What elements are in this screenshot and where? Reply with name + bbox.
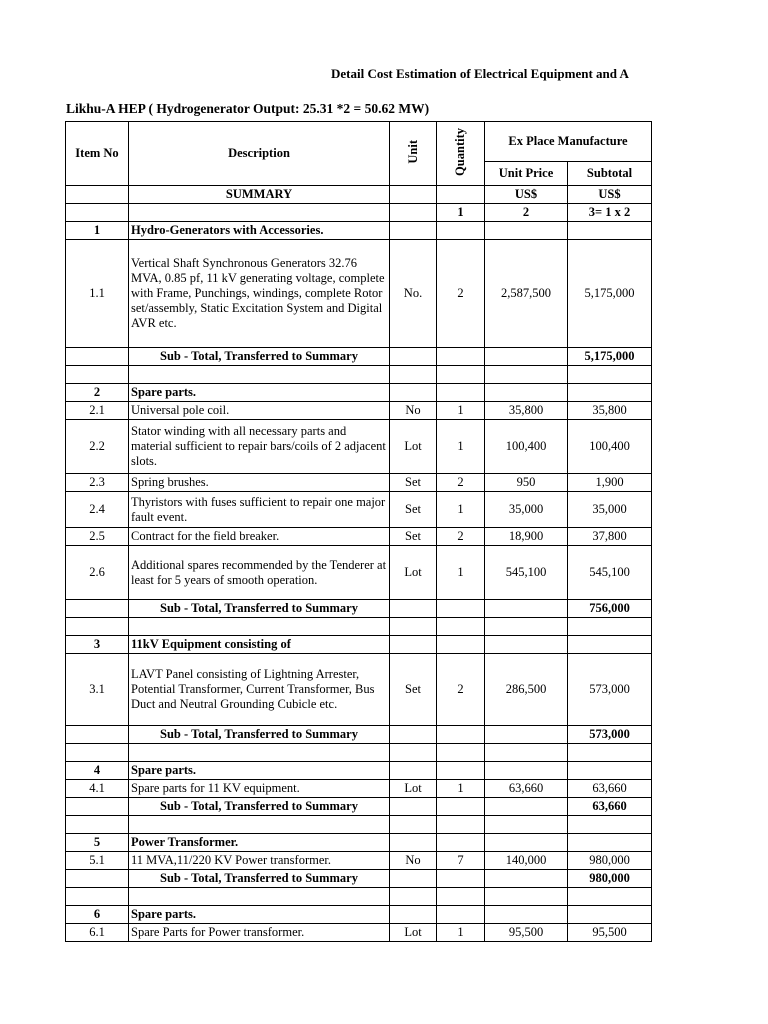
item-unit-price: 18,900 <box>485 528 568 546</box>
item-unit: Lot <box>390 780 437 798</box>
table-row-item <box>66 546 652 600</box>
item-subtotal: 980,000 <box>568 852 652 870</box>
summary-currency-subtotal: US$ <box>568 186 652 204</box>
item-unit-price: 95,500 <box>485 924 568 942</box>
item-subtotal: 35,000 <box>568 492 652 528</box>
item-no: 4.1 <box>66 780 129 798</box>
item-unit: Set <box>390 474 437 492</box>
item-subtotal: 573,000 <box>568 654 652 726</box>
item-subtotal: 5,175,000 <box>568 240 652 348</box>
table-row-item <box>66 492 652 528</box>
item-quantity: 2 <box>437 474 485 492</box>
item-no: 1 <box>66 222 129 240</box>
table-row-section <box>66 834 652 852</box>
item-description: Thyristors with fuses sufficient to repair one major fault event. <box>129 492 390 528</box>
item-unit-price: 950 <box>485 474 568 492</box>
subtotal-value: 980,000 <box>568 870 652 888</box>
section-title: Hydro-Generators with Accessories. <box>129 222 390 240</box>
item-unit: Set <box>390 654 437 726</box>
item-no: 2 <box>66 384 129 402</box>
item-unit-price: 545,100 <box>485 546 568 600</box>
item-description: 11 MVA,11/220 KV Power transformer. <box>129 852 390 870</box>
project-title: Likhu-A HEP ( Hydrogenerator Output: 25.31 *2 = 50.62 MW) <box>66 101 430 116</box>
table-row-subtotal <box>66 870 652 888</box>
item-subtotal: 1,900 <box>568 474 652 492</box>
item-no: 5.1 <box>66 852 129 870</box>
item-unit-price: 100,400 <box>485 420 568 474</box>
table-row-section <box>66 762 652 780</box>
section-title: Spare parts. <box>129 384 390 402</box>
item-unit: No. <box>390 240 437 348</box>
item-no: 2.3 <box>66 474 129 492</box>
section-title: 11kV Equipment consisting of <box>129 636 390 654</box>
item-description: Spring brushes. <box>129 474 390 492</box>
item-no: 2.5 <box>66 528 129 546</box>
item-quantity: 1 <box>437 492 485 528</box>
index-subtotal: 3= 1 x 2 <box>568 204 652 222</box>
item-quantity: 2 <box>437 240 485 348</box>
item-subtotal: 35,800 <box>568 402 652 420</box>
item-unit: Lot <box>390 420 437 474</box>
index-qty: 1 <box>437 204 485 222</box>
item-unit: Lot <box>390 546 437 600</box>
section-title: Spare parts. <box>129 906 390 924</box>
item-no: 6 <box>66 906 129 924</box>
table-row-item <box>66 474 652 492</box>
item-unit-price: 286,500 <box>485 654 568 726</box>
item-no: 3 <box>66 636 129 654</box>
summary-currency-unit-price: US$ <box>485 186 568 204</box>
item-subtotal: 100,400 <box>568 420 652 474</box>
cost-table <box>65 121 652 942</box>
table-row-subtotal <box>66 798 652 816</box>
item-description: Spare Parts for Power transformer. <box>129 924 390 942</box>
table-row-section <box>66 636 652 654</box>
item-description: Spare parts for 11 KV equipment. <box>129 780 390 798</box>
item-unit: No <box>390 402 437 420</box>
table-row-blank <box>66 366 652 384</box>
item-unit: No <box>390 852 437 870</box>
item-quantity: 1 <box>437 546 485 600</box>
document-title: Detail Cost Estimation of Electrical Equipment and A <box>331 66 629 81</box>
item-description: Universal pole coil. <box>129 402 390 420</box>
table-row-item <box>66 420 652 474</box>
item-unit: Set <box>390 492 437 528</box>
item-subtotal: 545,100 <box>568 546 652 600</box>
item-no: 3.1 <box>66 654 129 726</box>
table-row-item <box>66 654 652 726</box>
subtotal-label: Sub - Total, Transferred to Summary <box>129 348 390 366</box>
table-row-subtotal <box>66 348 652 366</box>
header-unit-price: Unit Price <box>485 162 568 186</box>
item-unit: Lot <box>390 924 437 942</box>
subtotal-label: Sub - Total, Transferred to Summary <box>129 726 390 744</box>
item-no: 4 <box>66 762 129 780</box>
item-no: 5 <box>66 834 129 852</box>
header-unit: Unit <box>390 122 437 186</box>
subtotal-value: 5,175,000 <box>568 348 652 366</box>
item-quantity: 1 <box>437 420 485 474</box>
item-no: 2.1 <box>66 402 129 420</box>
item-subtotal: 37,800 <box>568 528 652 546</box>
item-quantity: 7 <box>437 852 485 870</box>
table-row-item <box>66 240 652 348</box>
table-row-subtotal <box>66 600 652 618</box>
item-quantity: 2 <box>437 654 485 726</box>
item-unit-price: 2,587,500 <box>485 240 568 348</box>
item-unit-price: 140,000 <box>485 852 568 870</box>
subtotal-value: 756,000 <box>568 600 652 618</box>
subtotal-value: 63,660 <box>568 798 652 816</box>
item-unit-price: 35,000 <box>485 492 568 528</box>
table-row-item <box>66 780 652 798</box>
subtotal-value: 573,000 <box>568 726 652 744</box>
subtotal-label: Sub - Total, Transferred to Summary <box>129 798 390 816</box>
table-row-blank <box>66 888 652 906</box>
item-quantity: 1 <box>437 924 485 942</box>
subtotal-label: Sub - Total, Transferred to Summary <box>129 870 390 888</box>
index-unit-price: 2 <box>485 204 568 222</box>
item-unit-price: 63,660 <box>485 780 568 798</box>
table-row-item <box>66 852 652 870</box>
item-no: 2.4 <box>66 492 129 528</box>
table-row-item <box>66 402 652 420</box>
header-item-no: Item No <box>66 122 129 186</box>
item-unit: Set <box>390 528 437 546</box>
table-row-blank <box>66 816 652 834</box>
item-no: 2.6 <box>66 546 129 600</box>
table-row-section <box>66 384 652 402</box>
header-ex-place: Ex Place Manufacture <box>485 122 652 162</box>
item-subtotal: 63,660 <box>568 780 652 798</box>
header-quantity: Quantity <box>437 122 485 186</box>
table-row-blank <box>66 618 652 636</box>
item-subtotal: 95,500 <box>568 924 652 942</box>
table-row-item <box>66 924 652 942</box>
item-quantity: 2 <box>437 528 485 546</box>
item-unit-price: 35,800 <box>485 402 568 420</box>
item-description: Contract for the field breaker. <box>129 528 390 546</box>
item-quantity: 1 <box>437 402 485 420</box>
section-title: Spare parts. <box>129 762 390 780</box>
header-subtotal: Subtotal <box>568 162 652 186</box>
subtotal-label: Sub - Total, Transferred to Summary <box>129 600 390 618</box>
table-row-blank <box>66 744 652 762</box>
table-row-section <box>66 906 652 924</box>
item-description: Stator winding with all necessary parts and material sufficient to repair bars/coils of 2 adjacent slots. <box>129 420 390 474</box>
item-quantity: 1 <box>437 780 485 798</box>
summary-label: SUMMARY <box>129 186 390 204</box>
item-description: Vertical Shaft Synchronous Generators 32.76 MVA, 0.85 pf, 11 kV generating voltage, complete with Frame, Punchings, windings, complete Rotor set/assembly, Static Excitation System and Digital AVR etc. <box>129 240 390 348</box>
header-description: Description <box>129 122 390 186</box>
table-row-subtotal <box>66 726 652 744</box>
item-no: 2.2 <box>66 420 129 474</box>
item-description: LAVT Panel consisting of Lightning Arrester, Potential Transformer, Current Transformer, Bus Duct and Neutral Grounding Cubicle etc. <box>129 654 390 726</box>
table-row-item <box>66 528 652 546</box>
item-description: Additional spares recommended by the Tenderer at least for 5 years of smooth operation. <box>129 546 390 600</box>
item-no: 6.1 <box>66 924 129 942</box>
section-title: Power Transformer. <box>129 834 390 852</box>
table-row-section <box>66 222 652 240</box>
item-no: 1.1 <box>66 240 129 348</box>
